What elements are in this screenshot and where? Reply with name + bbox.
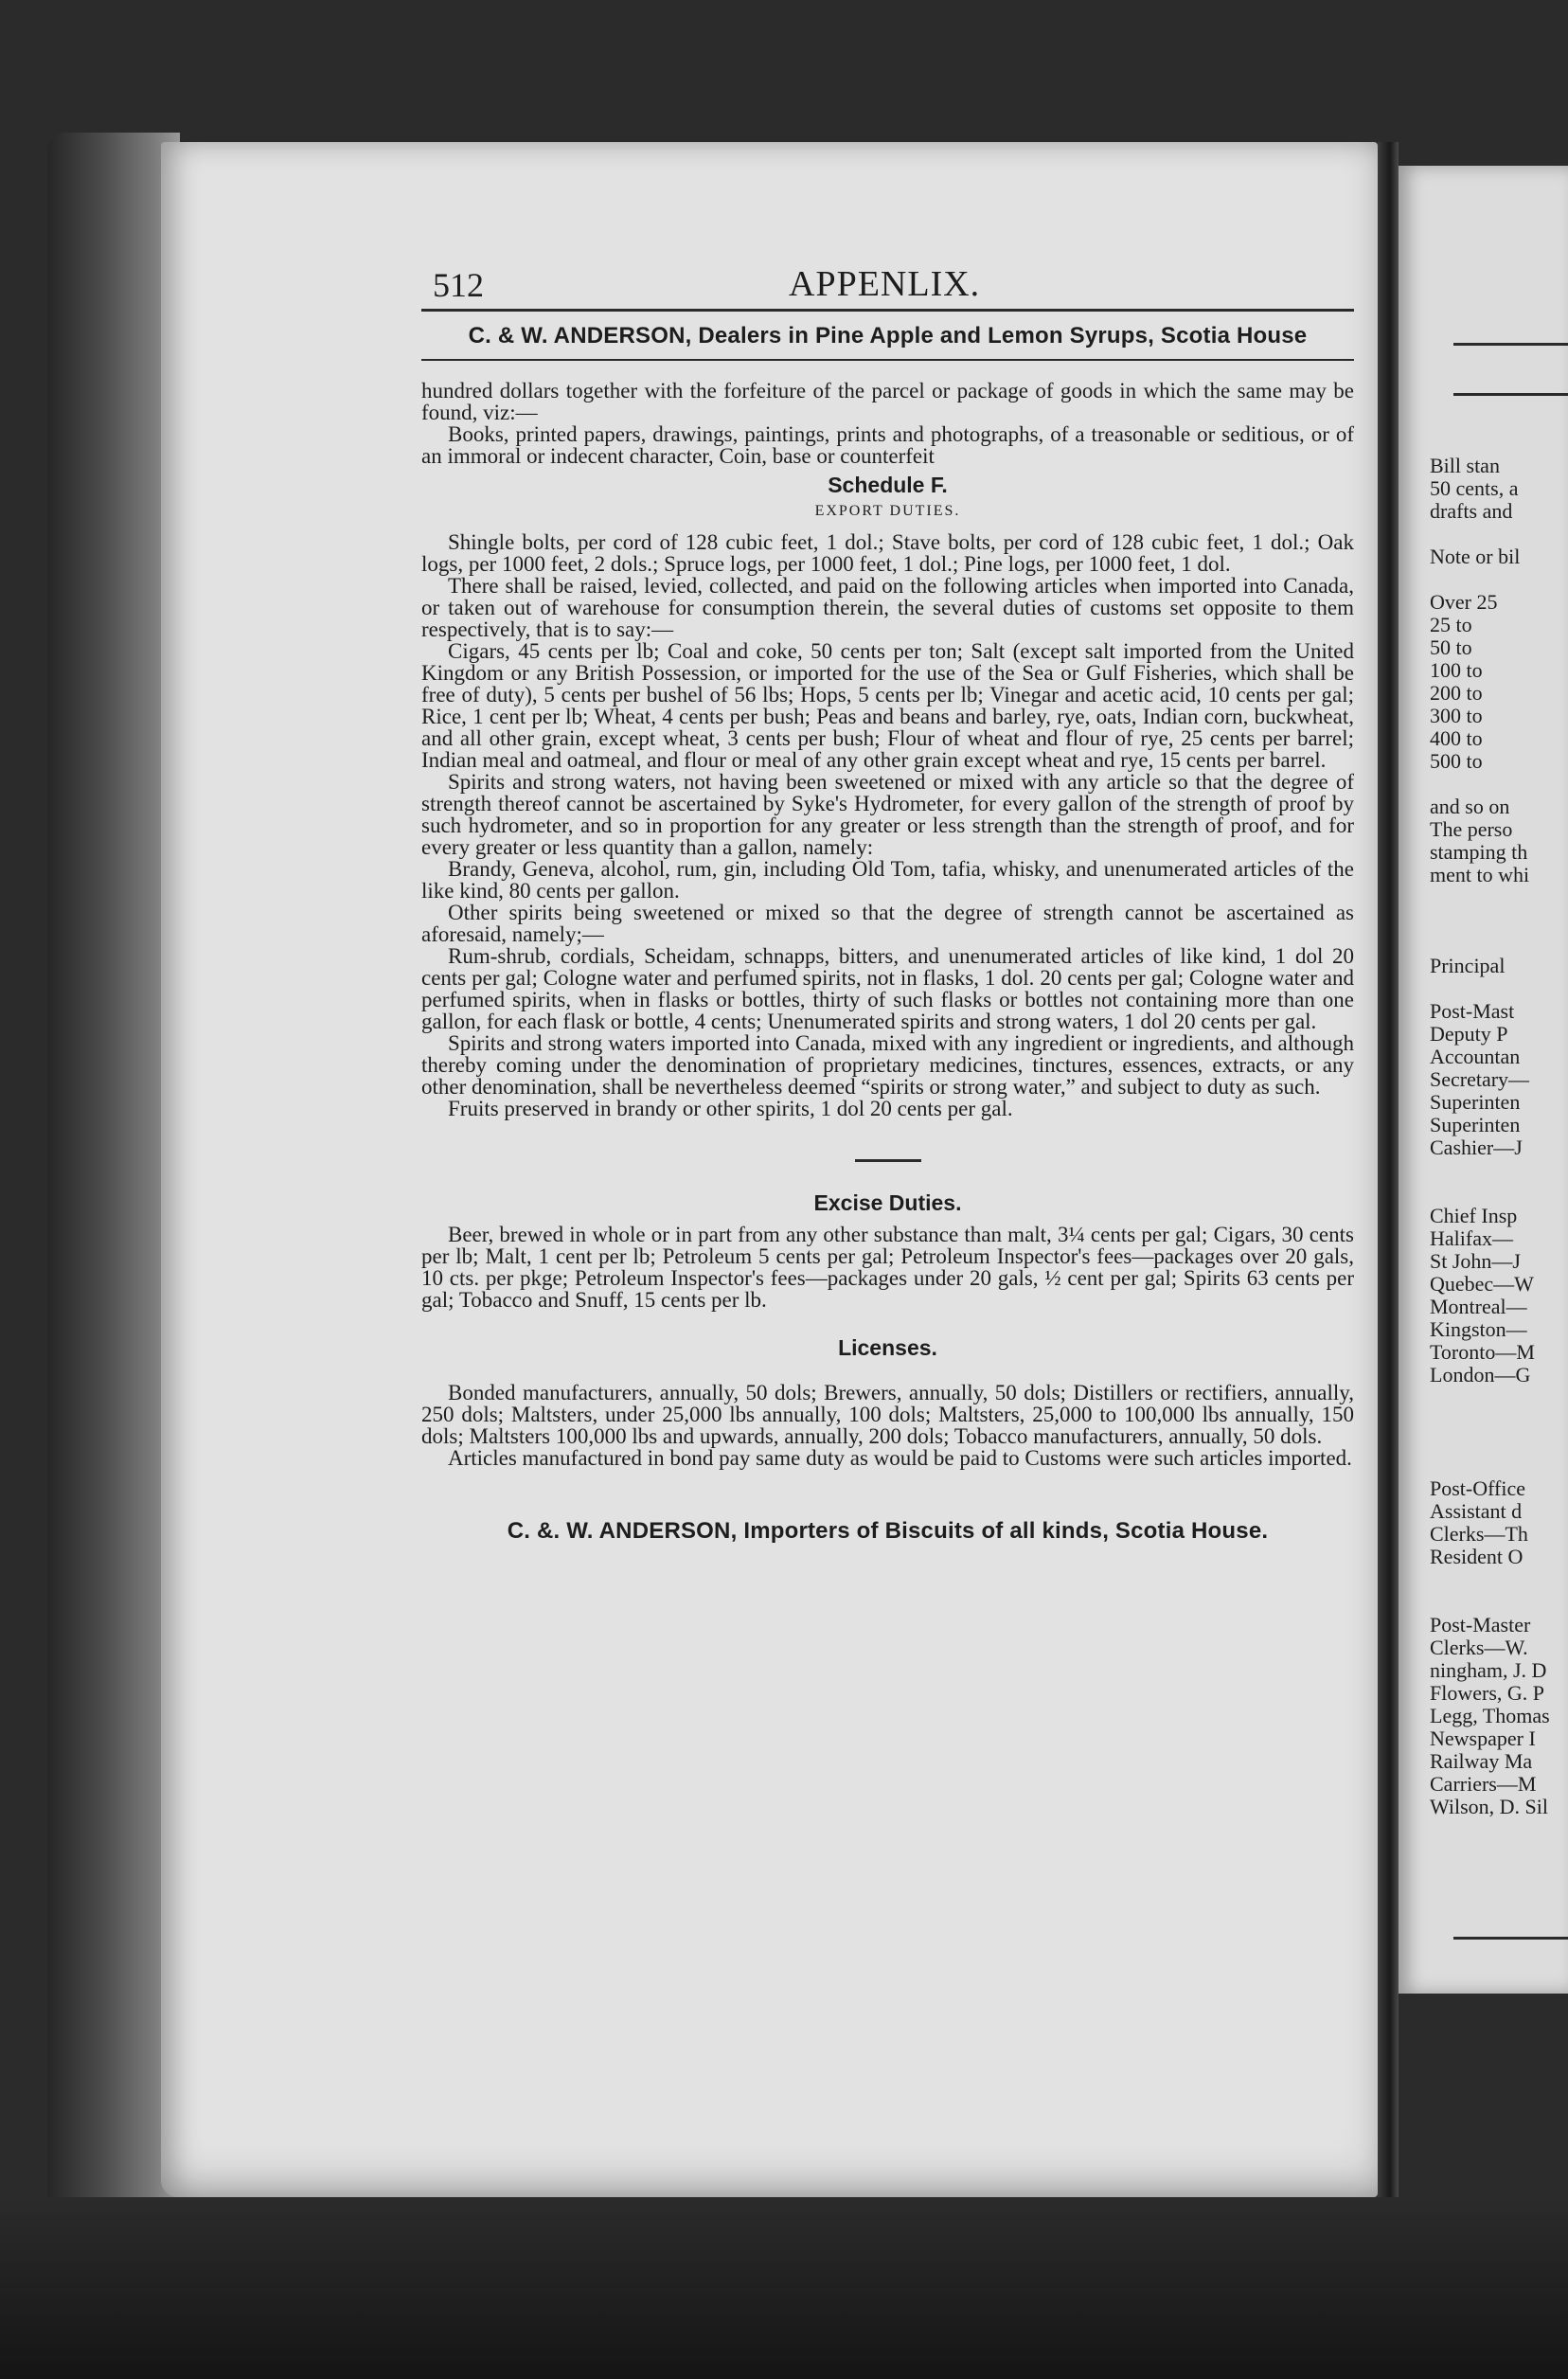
book-gutter — [1378, 142, 1399, 2197]
excise-duties-heading: Excise Duties. — [813, 1190, 962, 1215]
paragraph: Beer, brewed in whole or in part from any other substance than malt, 3¼ cents per gal; Cigars, 30 cents per lb; Malt, 1 cent per lb; Petroleum 5 cents per gal; Petroleum Inspector's fees—packages over 20 gals, 10 cts. per pkge; Petroleum Inspector's fees—packages under 20 gals, ½ cent per gal; Spirits 63 cents per gal; Tobacco and Snuff, 15 cents per lb. — [421, 1223, 1354, 1312]
adjacent-page-line: Cashier—J — [1430, 1136, 1523, 1159]
adjacent-page-line: and so on — [1430, 795, 1510, 818]
paragraph: Shingle bolts, per cord of 128 cubic feet, 1 dol.; Stave bolts, per cord of 128 cubic feet, 1 dol.; Oak logs, per 1000 feet, 2 dols.; Spruce logs, per 1000 feet, 1 dol.; Pine logs, per 1000 feet, 1 dol. — [421, 530, 1354, 576]
adjacent-page-line: Note or bil — [1430, 545, 1521, 568]
section-divider — [855, 1159, 921, 1162]
scan-background — [0, 2197, 1568, 2379]
adjacent-page-line: 200 to — [1430, 681, 1483, 705]
adjacent-page-line: ningham, J. D — [1430, 1658, 1547, 1682]
adjacent-page-line — [1430, 1568, 1568, 1591]
adjacent-page-line: Secretary— — [1430, 1067, 1530, 1091]
adjacent-page-line: Kingston— — [1430, 1317, 1527, 1341]
adjacent-page-line — [1430, 1432, 1568, 1455]
adjacent-page-line — [1430, 977, 1568, 1000]
paragraph: Brandy, Geneva, alcohol, rum, gin, including Old Tom, tafia, whisky, and unenumerated articles of the like kind, 80 cents per gallon. — [421, 857, 1354, 903]
adjacent-page-line: Post-Master — [1430, 1613, 1531, 1637]
licenses-heading: Licenses. — [838, 1335, 937, 1360]
adjacent-page-line: Carriers—M — [1430, 1772, 1537, 1796]
adjacent-page-line: 500 to — [1430, 749, 1483, 773]
adjacent-page-line: The perso — [1430, 817, 1513, 841]
adjacent-page-line: Wilson, D. Sil — [1430, 1795, 1549, 1818]
adjacent-page-line: Superinten — [1430, 1090, 1521, 1114]
adjacent-page-line — [1430, 1409, 1568, 1432]
paragraph: There shall be raised, levied, collected, and paid on the following articles when imported into Canada, or taken out of warehouse for consumption therein, the several duties of customs set opposite to them respectively, that is to say:— — [421, 574, 1354, 641]
book-edge — [47, 133, 180, 2235]
adjacent-page-line: Superinten — [1430, 1113, 1521, 1136]
adjacent-page-line: Chief Insp — [1430, 1204, 1518, 1227]
adjacent-page-line: 50 cents, a — [1430, 476, 1519, 500]
export-duties-subheading: EXPORT DUTIES. — [814, 503, 961, 519]
page-number: 512 — [433, 266, 484, 304]
adjacent-page-line: drafts and — [1430, 499, 1513, 523]
adjacent-page-line: 100 to — [1430, 658, 1483, 682]
adjacent-page-line — [1430, 1455, 1568, 1477]
adjacent-page-line: Toronto—M — [1430, 1340, 1535, 1364]
adjacent-page-line — [1430, 1386, 1568, 1409]
adjacent-page-rule — [1453, 343, 1568, 346]
paragraph: Fruits preserved in brandy or other spirits, 1 dol 20 cents per gal. — [448, 1097, 1013, 1120]
bottom-advert: C. &. W. ANDERSON, Importers of Biscuits of all kinds, Scotia House. — [507, 1518, 1269, 1544]
adjacent-page-text — [1430, 455, 1568, 1818]
adjacent-page-rule — [1453, 393, 1568, 396]
adjacent-page-line: Post-Office — [1430, 1476, 1526, 1500]
adjacent-page-line — [1430, 523, 1568, 546]
adjacent-page-line: Clerks—Th — [1430, 1522, 1528, 1546]
adjacent-page-line: Deputy P — [1430, 1022, 1508, 1046]
adjacent-page-line: Railway Ma — [1430, 1749, 1533, 1773]
adjacent-page-line: St John—J — [1430, 1249, 1521, 1273]
spacer — [421, 1363, 1354, 1382]
adjacent-page-line: Principal — [1430, 954, 1506, 977]
adjacent-page-line — [1430, 1159, 1568, 1182]
adjacent-page-line: Bill stan — [1430, 455, 1500, 477]
paragraph: Rum-shrub, cordials, Scheidam, schnapps, bitters, and unenumerated articles of like kind, 1 dol 20 cents per gal; Cologne water and perfumed spirits, not in flasks, 1 dol. 20 cents per gal; Cologne water and perfumed spirits, when in flasks or bottles, thirty of such flasks or bottles not containing more than one gallon, for each flask or bottle, 4 cents; Unenumerated spirits and strong waters, 1 dol 20 cents per gal. — [421, 944, 1354, 1033]
paragraph: Spirits and strong waters, not having been sweetened or mixed with any article so that the degree of strength thereof cannot be ascertained by Syke's Hydrometer, for every gallon of the strength of proof by such hydrometer, and so in proportion for any greater or less strength than the strength of proof, and for every greater or less quantity than a gallon, namely: — [421, 770, 1354, 859]
adjacent-page-line: 25 to — [1430, 613, 1472, 636]
adjacent-page-line: Assistant d — [1430, 1499, 1523, 1523]
adjacent-page-line: London—G — [1430, 1363, 1531, 1386]
adjacent-page-line — [1430, 773, 1568, 796]
adjacent-page-rule — [1453, 1937, 1568, 1940]
adjacent-page-line: Over 25 — [1430, 590, 1498, 614]
adjacent-page-line: Resident O — [1430, 1545, 1523, 1568]
running-head — [421, 256, 1354, 309]
adjacent-page-line — [1430, 1591, 1568, 1614]
adjacent-page-line: Flowers, G. P — [1430, 1681, 1545, 1705]
adjacent-page-line: 400 to — [1430, 726, 1483, 750]
adjacent-page-line: Newspaper I — [1430, 1726, 1536, 1750]
paragraph: Cigars, 45 cents per lb; Coal and coke, 50 cents per ton; Salt (except salt imported from the United Kingdom or any British Possession, or imported for the use of the Sea or Gulf Fisheries, which shall be free of duty), 5 cents per bushel of 56 lbs; Hops, 5 cents per lb; Vinegar and acetic acid, 10 cents per gal; Rice, 1 cent per lb; Wheat, 4 cents per bush; Peas and beans and barley, rye, oats, Indian corn, buckwheat, and all other grain, except wheat, 3 cents per bush; Flour of wheat and flour of rye, 25 cents per barrel; Indian meal and oatmeal, and flour or meal of any other grain except wheat and rye, 15 cents per barrel. — [421, 639, 1354, 772]
adjacent-page-line: 50 to — [1430, 635, 1472, 659]
adjacent-page-line — [1430, 1182, 1568, 1205]
adjacent-page-line — [1430, 886, 1568, 909]
page-title: APPENLIX. — [789, 264, 981, 304]
paragraph: hundred dollars together with the forfeiture of the parcel or package of goods in which the same may be found, viz:— — [421, 379, 1354, 424]
adjacent-page-line: 300 to — [1430, 704, 1483, 727]
adjacent-page-line — [1430, 909, 1568, 932]
adjacent-page-line: Accountan — [1430, 1045, 1521, 1068]
paragraph: Books, printed papers, drawings, paintings, prints and photographs, of a treasonable or seditious, or of an immoral or indecent character, Coin, base or counterfeit — [421, 422, 1354, 468]
adjacent-page-line: Legg, Thomas — [1430, 1704, 1550, 1727]
page-body — [421, 380, 1354, 1469]
adjacent-page-line — [1430, 932, 1568, 955]
adjacent-page-line: stamping th — [1430, 840, 1528, 864]
adjacent-page-line: ment to whi — [1430, 863, 1530, 886]
paragraph: Other spirits being sweetened or mixed so that the degree of strength cannot be ascertained as aforesaid, namely;— — [421, 901, 1354, 946]
schedule-f-heading: Schedule F. — [828, 473, 948, 497]
adjacent-page-line: Quebec—W — [1430, 1272, 1534, 1296]
spacer — [421, 1311, 1354, 1330]
adjacent-page-line: Halifax— — [1430, 1226, 1513, 1250]
paragraph: Bonded manufacturers, annually, 50 dols; Brewers, annually, 50 dols; Distillers or rectifiers, annually, 250 dols; Maltsters, under 25,000 lbs annually, 100 dols; Maltsters, 25,000 to 100,000 lbs annually, 150 dols; Maltsters 100,000 lbs and upwards, annually, 200 dols; Tobacco manufacturers, annually, 50 dols. — [421, 1381, 1354, 1448]
adjacent-page-line: Post-Mast — [1430, 999, 1515, 1023]
adjacent-page-line: Montreal— — [1430, 1295, 1527, 1318]
header-rule-bottom — [421, 359, 1354, 361]
adjacent-page-line — [1430, 568, 1568, 591]
top-advert: C. & W. ANDERSON, Dealers in Pine Apple and Lemon Syrups, Scotia House — [468, 323, 1308, 349]
paragraph: Articles manufactured in bond pay same duty as would be paid to Customs were such articles imported. — [448, 1446, 1352, 1470]
paragraph: Spirits and strong waters imported into Canada, mixed with any ingredient or ingredients, and although thereby coming under the denomination of proprietary medicines, tinctures, essences, extracts, or any other denomination, shall be nevertheless deemed “spirits or strong water,” and subject to duty as such. — [421, 1031, 1354, 1099]
adjacent-page-line: Clerks—W. — [1430, 1636, 1528, 1659]
page-content — [421, 256, 1354, 1554]
